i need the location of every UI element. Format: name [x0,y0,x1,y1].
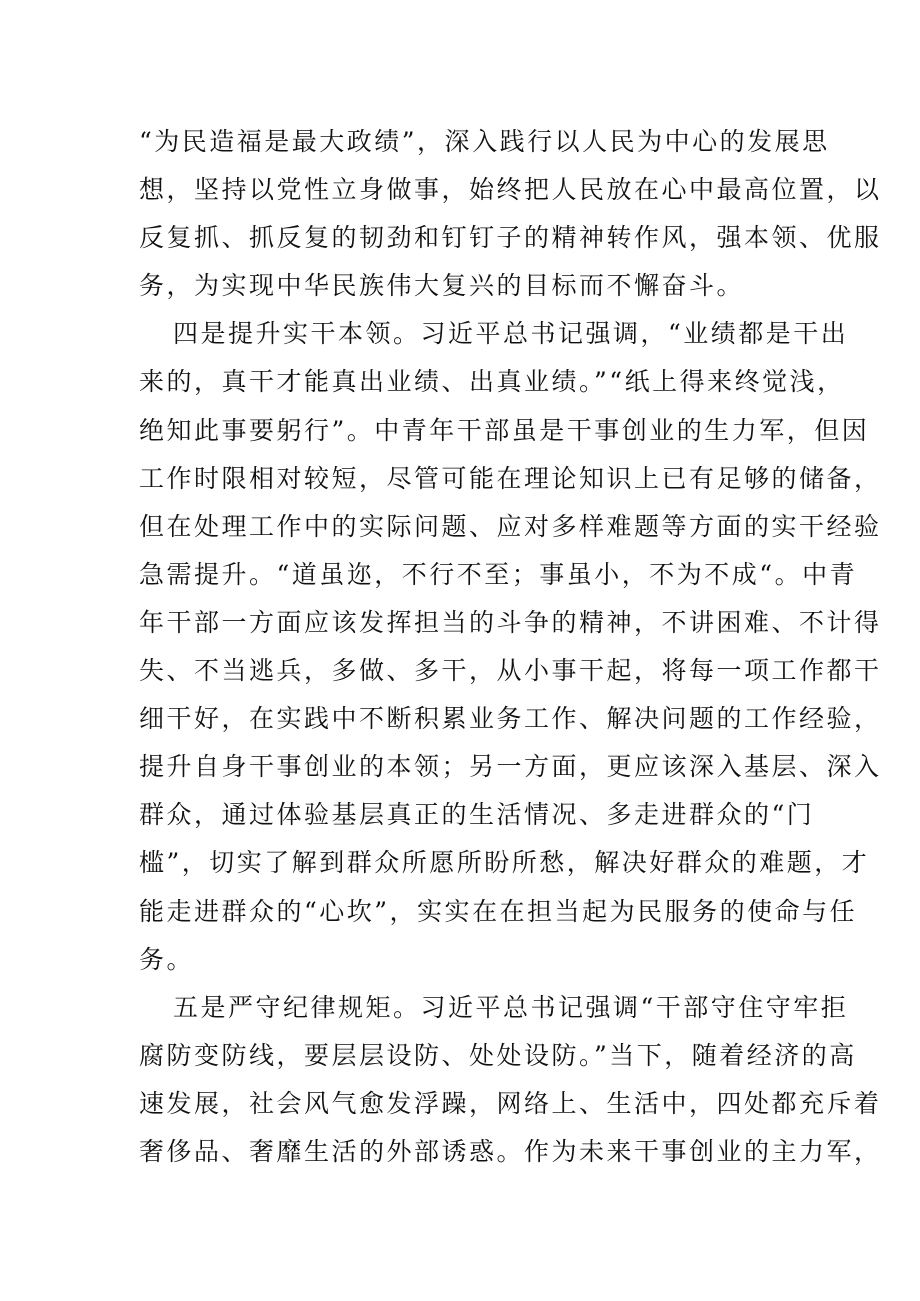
text-line: 工作时限相对较短，尽管可能在理论知识上已有足够的储备， [139,463,882,493]
text-line: 务。 [139,944,195,974]
body-text [139,118,882,1176]
text-line: 群众，通过体验基层真正的生活情况、多走进群众的“门 [139,800,815,830]
text-line: 槛”，切实了解到群众所愿所盼所愁，解决好群众的难题，才 [139,848,870,878]
text-line: 反复抓、抓反复的韧劲和钉钉子的精神转作风，强本领、优服 [139,223,882,253]
text-line: 提升自身干事创业的本领；另一方面，更应该深入基层、深入 [139,752,882,782]
text-line: 绝知此事要躬行”。中青年干部虽是干事创业的生力军，但因 [139,415,870,445]
text-line: 能走进群众的“心坎”，实实在在担当起为民服务的使命与任 [139,896,858,926]
text-line: “为民造福是最大政绩”，深入践行以人民为中心的发展思 [139,127,830,156]
text-line: 务，为实现中华民族伟大复兴的目标而不懈奋斗。 [139,271,745,301]
text-line: 想，坚持以党性立身做事，始终把人民放在心中最高位置，以 [139,175,882,205]
text-line: 失、不当逃兵，多做、多干，从小事干起，将每一项工作都干 [139,656,882,686]
text-line: 细干好，在实践中不断积累业务工作、解决问题的工作经验， [139,704,882,734]
paragraph-start-line: 五是严守纪律规矩。习近平总书记强调“干部守住守牢拒 [173,992,849,1022]
text-line: 年干部一方面应该发挥担当的斗争的精神，不讲困难、不计得 [139,607,882,637]
text-line: 来的，真干才能真出业绩、出真业绩。”“纸上得来终觉浅， [139,367,845,397]
text-line: 速发展，社会风气愈发浮躁，网络上、生活中，四处都充斥着 [139,1088,882,1118]
paragraph-start-line: 四是提升实干本领。习近平总书记强调，“业绩都是干出 [173,319,849,349]
text-line: 腐防变防线，要层层设防、处处设防。”当下，随着经济的高 [139,1040,857,1070]
text-line: 但在处理工作中的实际问题、应对多样难题等方面的实干经验 [139,511,882,541]
text-line: 奢侈品、奢靡生活的外部诱惑。作为未来干事创业的主力军， [139,1136,882,1166]
text-line: 急需提升。“道虽迩，不行不至；事虽小，不为不成“。中青 [139,559,858,589]
